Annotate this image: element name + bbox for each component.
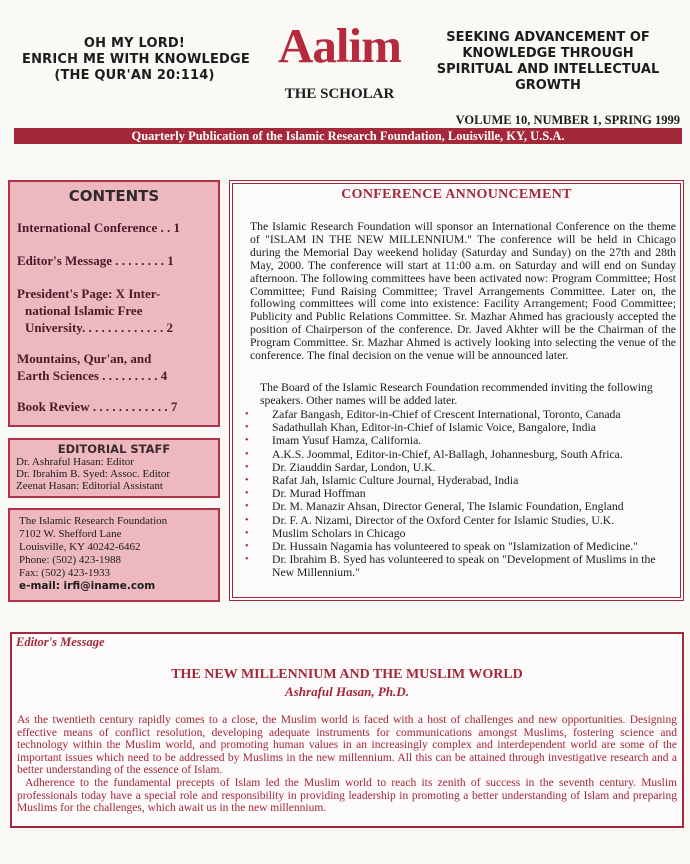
address-box — [8, 508, 220, 602]
toc-line: national Islamic Free — [25, 303, 143, 318]
motto-right-line: KNOWLEDGE THROUGH — [462, 46, 634, 61]
bullet-icon: • — [245, 435, 249, 447]
conference-announcement — [229, 180, 684, 601]
motto-left — [22, 36, 250, 84]
speaker-item — [245, 448, 675, 461]
toc-item-book-review[interactable] — [17, 398, 217, 415]
masthead-title: Aalim — [278, 18, 401, 73]
motto-right — [428, 30, 668, 94]
bullet-icon: • — [245, 475, 249, 487]
toc-line: Book Review . . . . . . . . . . . . 7 — [17, 399, 178, 414]
editors-message-label: Editor's Message — [16, 635, 105, 649]
motto-right-line: SPIRITUAL AND INTELLECTUAL — [436, 62, 660, 77]
speaker-item — [245, 540, 675, 553]
editorial-staff-title: EDITORIAL STAFF — [57, 442, 171, 456]
speaker-item — [245, 553, 675, 579]
bullet-icon: • — [245, 409, 249, 420]
bullet-icon: • — [245, 554, 249, 566]
publication-banner — [14, 128, 682, 144]
toc-line: Earth Sciences . . . . . . . . . 4 — [17, 368, 168, 383]
speaker-item — [245, 500, 675, 513]
editors-message-paragraph: Adherence to the fundamental precepts of Islam led the Muslim world to reach its zenith of success in the seventh century. Muslim professionals today have a special role and responsibility in providing leadership in promoting a better understanding of Islam and preparing Muslims for the challenges, which await us in the new millennium. — [17, 777, 677, 815]
contents-box — [8, 180, 220, 427]
address-line: 7102 W. Shefford Lane — [19, 528, 122, 540]
editors-message-title: THE NEW MILLENNIUM AND THE MUSLIM WORLD — [171, 667, 523, 682]
toc-line: Editor's Message . . . . . . . . 1 — [17, 253, 174, 268]
motto-right-line: GROWTH — [515, 78, 581, 93]
speaker-item — [245, 474, 675, 487]
bullet-icon: • — [245, 527, 249, 539]
toc-line: President's Page: X Inter- — [17, 286, 161, 301]
bullet-icon: • — [245, 514, 249, 526]
contents-title: CONTENTS — [68, 187, 160, 205]
speaker-text: Rafat Jah, Islamic Culture Journal, Hyderabad, India — [272, 474, 519, 488]
motto-right-line: SEEKING ADVANCEMENT OF — [446, 30, 650, 45]
speaker-text: Dr. Ibrahim B. Syed has volunteered to speak on "Development of Muslims in the New Millennium." — [272, 553, 656, 580]
bullet-icon: • — [245, 488, 249, 500]
speaker-item — [245, 434, 675, 447]
address-line: Louisville, KY 40242-6462 — [19, 541, 141, 553]
speaker-text: Imam Yusuf Hamza, California. — [272, 434, 422, 448]
banner-text: Quarterly Publication of the Islamic Research Foundation, Louisville, KY, U.S.A. — [131, 129, 565, 143]
bullet-icon: • — [245, 541, 249, 553]
toc-line: International Conference . . 1 — [17, 220, 180, 235]
bullet-icon: • — [245, 461, 249, 473]
toc-item-international-conference[interactable] — [17, 219, 217, 236]
staff-line: Dr. Ibrahim B. Syed: Assoc. Editor — [16, 468, 170, 480]
speaker-text: Dr. Murad Hoffman — [272, 487, 366, 501]
toc-line: University. . . . . . . . . . . . . 2 — [25, 320, 174, 335]
motto-left-line: OH MY LORD! — [83, 36, 186, 51]
speaker-item — [245, 408, 675, 421]
editors-message-paragraph: As the twentieth century rapidly comes to a close, the Muslim world is faced with a host of challenges and new opportunities. Designing effective means of conflict resolution, developing adequate instruments for communications amongst Muslims, fostering science and technology within the Muslim world, and promoting human values in an increasingly complex and interdependent world are some of the important issues which need to be addressed by Muslims in the new millennium. All this can be attained through investigative research and a better understanding of the essence of Islam. — [17, 714, 677, 777]
speaker-text: Dr. Hussain Nagamia has volunteered to speak on "Islamization of Medicine." — [272, 540, 638, 554]
conference-board-text: The Board of the Islamic Research Foundation recommended inviting the following speakers. Other names will be added later. — [260, 381, 653, 407]
bullet-icon: • — [245, 501, 249, 513]
speaker-text: Muslim Scholars in Chicago — [272, 526, 406, 540]
address-line: The Islamic Research Foundation — [19, 515, 168, 527]
toc-item-presidents-page[interactable] — [17, 285, 217, 336]
speaker-text: Sadathullah Khan, Editor-in-Chief of Islamic Voice, Bangalore, India — [272, 421, 596, 435]
speaker-text: Dr. F. A. Nizami, Director of the Oxford Center for Islamic Studies, U.K. — [272, 513, 615, 527]
motto-left-line: ENRICH ME WITH KNOWLEDGE — [22, 52, 250, 67]
speaker-list — [245, 408, 675, 580]
bullet-icon: • — [245, 422, 249, 434]
fax-line: Fax: (502) 423-1933 — [19, 567, 111, 579]
toc-line: Mountains, Qur'an, and — [17, 351, 152, 366]
masthead-subtitle: THE SCHOLAR — [284, 86, 395, 102]
speaker-text: Dr. Ziauddin Sardar, London, U.K. — [272, 460, 436, 474]
speaker-item — [245, 487, 675, 500]
volume-info: VOLUME 10, NUMBER 1, SPRING 1999 — [455, 113, 680, 127]
speaker-text: Zafar Bangash, Editor-in-Chief of Crescent International, Toronto, Canada — [272, 408, 621, 421]
conference-title: CONFERENCE ANNOUNCEMENT — [341, 187, 572, 202]
toc-item-mountains-quran[interactable] — [17, 350, 217, 384]
speaker-text: A.K.S. Joommal, Editor-in-Chief, Al-Ballagh, Johannesburg, South Africa. — [272, 447, 623, 461]
toc-item-editors-message[interactable] — [17, 252, 217, 269]
motto-left-line: (THE QUR'AN 20:114) — [54, 68, 215, 83]
editors-message — [10, 632, 684, 828]
conference-body: The Islamic Research Foundation will sponsor an International Conference on the theme of "ISLAM IN THE NEW MILLENNIUM." The conference will be held in Chicago during the Memorial Day weekend holiday (Saturday and Sunday) on the 27th and 28th May, 2000. The conference will start at 11:00 a.m. on Saturday and will end on Sunday afternoon. The following committees have been activated now: Program Committee; Host Committee; Fund Raising Committee; Travel Arrangements Committee. Later on, the following committees will come into existence: Facility Arrangement; Food Committee; Publicity and Public Relations Committee. Sr. Mazhar Ahmed has graciously accepted the position of Chairperson of the conference. Dr. Javed Akhter will be the Chairman of the Program Committee. Sr. Mazhar Ahmed is actively looking into selecting the venue of the conference. The final decision on the venue will be announced later. — [250, 220, 676, 363]
staff-line: Zeenat Hasan: Editorial Assistant — [16, 480, 163, 492]
editors-message-author: Ashraful Hasan, Ph.D. — [285, 684, 409, 699]
bullet-icon: • — [245, 448, 249, 460]
speaker-item — [245, 527, 675, 540]
staff-line: Dr. Ashraful Hasan: Editor — [16, 456, 134, 468]
email-link[interactable]: e-mail: irfi@iname.com — [19, 580, 156, 592]
speaker-item — [245, 461, 675, 474]
speaker-item — [245, 421, 675, 434]
editorial-staff-box — [8, 438, 220, 498]
speaker-text: Dr. M. Manazir Ahsan, Director General, The Islamic Foundation, England — [272, 500, 624, 514]
phone-line: Phone: (502) 423-1988 — [19, 554, 122, 566]
speaker-item — [245, 514, 675, 527]
